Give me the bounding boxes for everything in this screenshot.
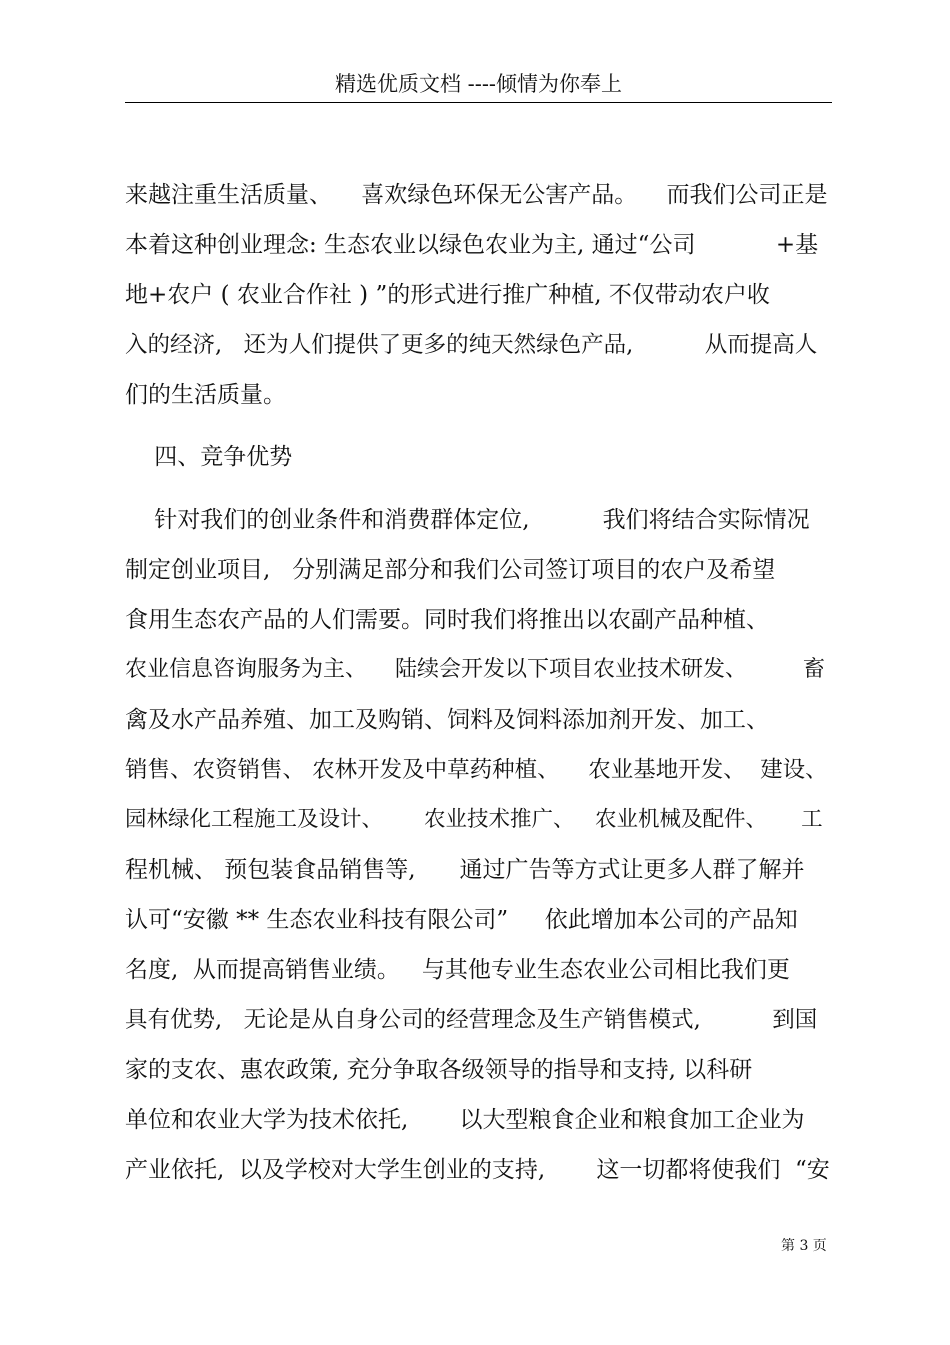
body-line: 针对我们的创业条件和消费群体定位, 我们将结合实际情况: [125, 507, 810, 533]
body-line: 食用生态农产品的人们需要。同时我们将推出以农副产品种植、: [125, 607, 769, 633]
section-heading: 四、竞争优势: [125, 444, 293, 470]
body-line: 本着这种创业理念: 生态农业以绿色农业为主, 通过“公司 +基: [125, 232, 819, 258]
body-line: 禽及水产品养殖、加工及购销、饲料及饲料添加剂开发、加工、: [125, 707, 769, 733]
body-line: 具有优势, 无论是从自身公司的经营理念及生产销售模式, 到国: [125, 1007, 818, 1033]
page-header: 精选优质文档 ----倾情为你奉上: [125, 70, 832, 103]
body-line: 园林绿化工程施工及设计、 农业技术推广、 农业机械及配件、 工: [125, 807, 823, 832]
body-line: 认可“安徽 ** 生态农业科技有限公司” 依此增加本公司的产品知: [125, 907, 798, 933]
body-line: 家的支农、惠农政策, 充分争取各级领导的指导和支持, 以科研: [125, 1057, 753, 1083]
body-line: 名度, 从而提高销售业绩。 与其他专业生态农业公司相比我们更: [125, 957, 790, 983]
body-line: 地+农户 ( 农业合作社 ) ”的形式进行推广种植, 不仅带动农户收: [125, 282, 770, 308]
body-line: 程机械、 预包装食品销售等, 通过广告等方式让更多人群了解并: [125, 857, 805, 883]
body-line: 单位和农业大学为技术依托, 以大型粮食企业和粮食加工企业为: [125, 1107, 805, 1133]
body-line: 制定创业项目, 分别满足部分和我们公司签订项目的农户及希望: [125, 557, 776, 583]
body-line: 入的经济, 还为人们提供了更多的纯天然绿色产品, 从而提高人: [125, 332, 818, 358]
body-line: 们的生活质量。: [125, 382, 286, 408]
body-line: 农业信息咨询服务为主、 陆续会开发以下项目农业技术研发、 畜: [125, 657, 825, 682]
body-line: 销售、农资销售、 农林开发及中草药种植、 农业基地开发、 建设、: [125, 757, 828, 783]
body-line: 产业依托, 以及学校对大学生创业的支持, 这一切都将使我们 “安: [125, 1157, 830, 1183]
page-number: 第 3 页: [781, 1238, 827, 1254]
body-line: 来越注重生活质量、 喜欢绿色环保无公害产品。 而我们公司正是: [125, 182, 828, 208]
